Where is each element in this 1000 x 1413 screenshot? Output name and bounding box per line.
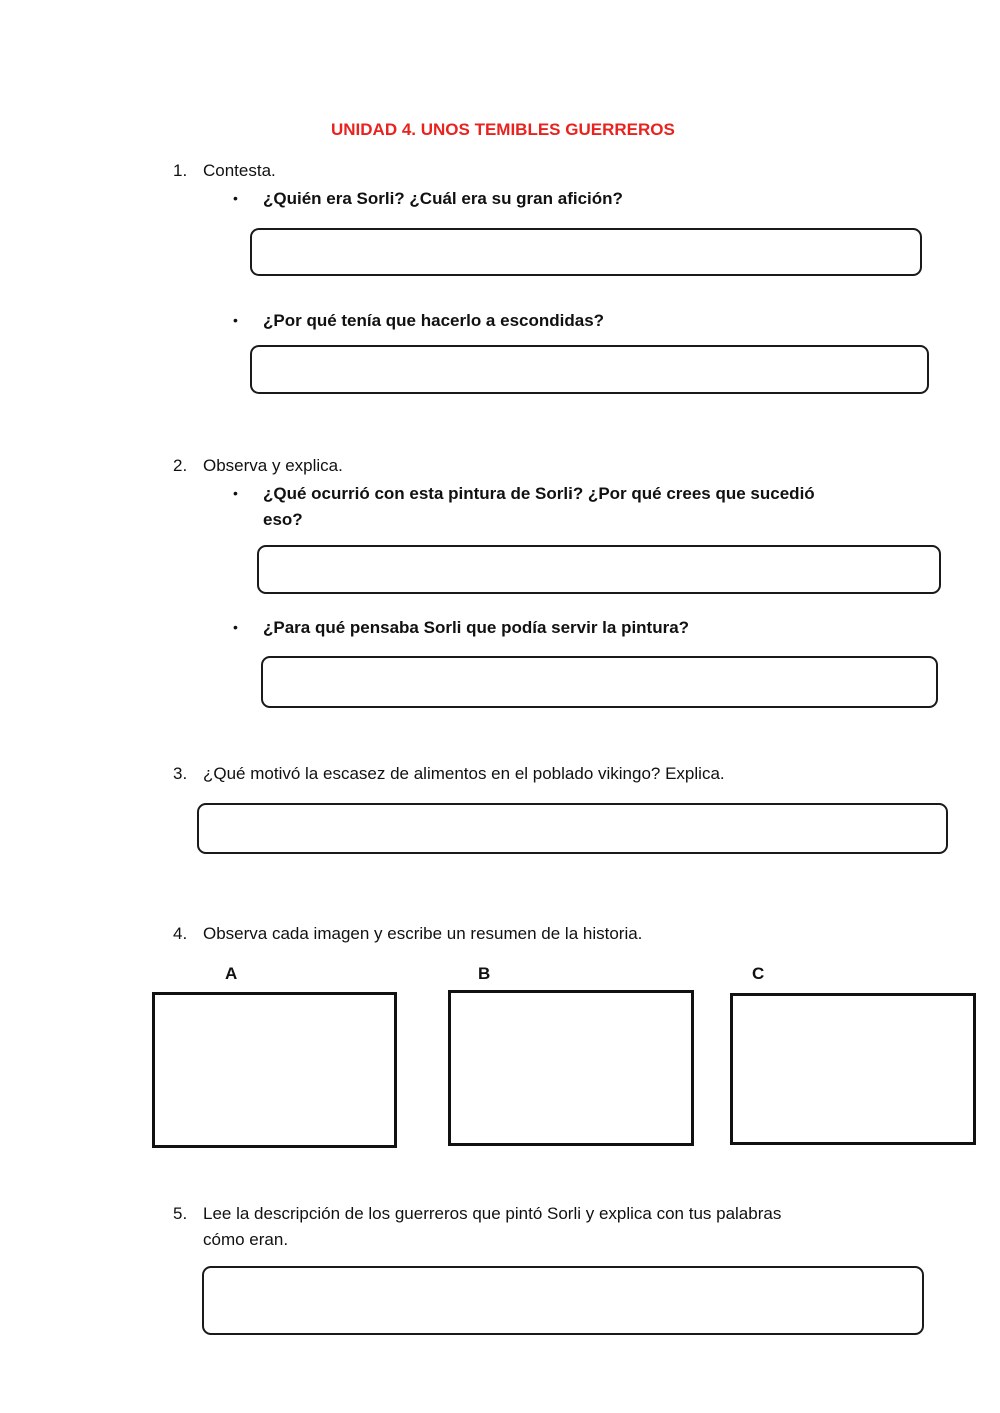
question-1-number: 1. <box>173 161 188 180</box>
question-3-number: 3. <box>173 764 188 783</box>
bullet-icon: • <box>233 485 238 501</box>
question-4-number: 4. <box>173 924 188 943</box>
question-5-line-2: cómo eran. <box>203 1230 289 1249</box>
question-2-bullet-2: ¿Para qué pensaba Sorli que podía servir la pintura? <box>263 618 690 637</box>
answer-box-2b[interactable] <box>261 656 938 708</box>
question-2-bullet-1-line-1: ¿Qué ocurrió con esta pintura de Sorli? ¿Por qué crees que sucedió <box>263 484 815 503</box>
bullet-icon: • <box>233 190 238 206</box>
image-box-c <box>730 993 976 1145</box>
question-4-text: Observa cada imagen y escribe un resumen de la historia. <box>203 924 643 943</box>
question-3-text: ¿Qué motivó la escasez de alimentos en el poblado vikingo? Explica. <box>203 764 725 783</box>
question-5-line-1: Lee la descripción de los guerreros que pintó Sorli y explica con tus palabras <box>203 1204 782 1223</box>
question-5-number: 5. <box>173 1204 188 1223</box>
question-2-bullet-1-line-2: eso? <box>263 510 303 529</box>
answer-input-5[interactable] <box>204 1268 922 1333</box>
bullet-icon: • <box>233 619 238 635</box>
answer-box-5[interactable] <box>202 1266 924 1335</box>
answer-box-3[interactable] <box>197 803 948 854</box>
answer-input-1b[interactable] <box>252 347 927 392</box>
answer-input-3[interactable] <box>199 805 946 852</box>
answer-input-1a[interactable] <box>252 230 920 274</box>
question-2-text: Observa y explica. <box>203 456 343 475</box>
question-1-text: Contesta. <box>203 161 276 180</box>
answer-input-2a[interactable] <box>259 547 939 592</box>
bullet-icon: • <box>233 312 238 328</box>
question-2-number: 2. <box>173 456 188 475</box>
image-box-a <box>152 992 397 1148</box>
image-label-c: C <box>752 964 765 983</box>
question-1-bullet-1: ¿Quién era Sorli? ¿Cuál era su gran afición? <box>263 189 623 208</box>
answer-box-2a[interactable] <box>257 545 941 594</box>
page-title: UNIDAD 4. UNOS TEMIBLES GUERREROS <box>331 120 675 139</box>
answer-input-2b[interactable] <box>263 658 936 706</box>
question-1-bullet-2: ¿Por qué tenía que hacerlo a escondidas? <box>263 311 605 330</box>
image-label-a: A <box>225 964 238 983</box>
answer-box-1a[interactable] <box>250 228 922 276</box>
image-box-b <box>448 990 694 1146</box>
image-label-b: B <box>478 964 491 983</box>
answer-box-1b[interactable] <box>250 345 929 394</box>
